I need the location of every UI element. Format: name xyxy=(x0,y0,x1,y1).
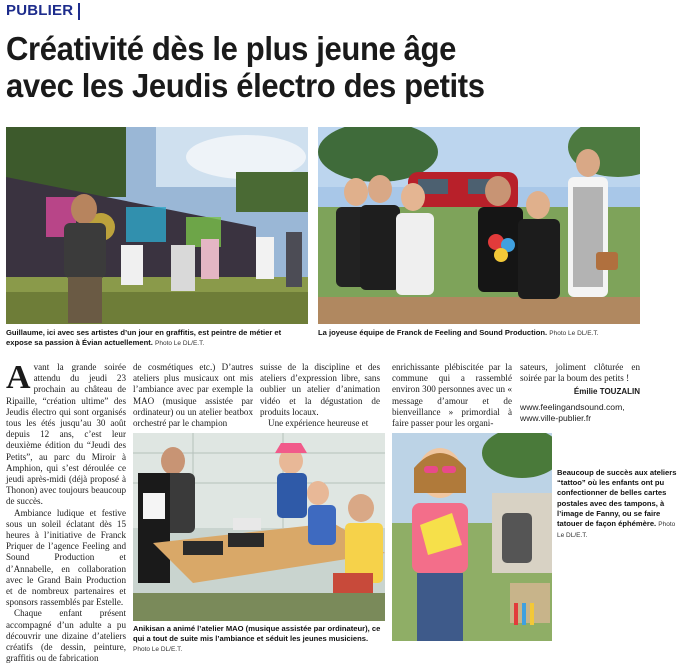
caption-graffiti-text: Guillaume, ici avec ses artistes d’un jour en graffitis, est peintre de métier et expose sa passion à Évian actuellement. xyxy=(6,328,282,347)
link-feelingandsound[interactable]: www.feelingandsound.com, xyxy=(520,401,625,412)
article-column-3 xyxy=(260,362,380,429)
article-paragraph-3: Chaque enfant présent accompagné d’un adulte a pu découvrir une dizaine d’ateliers créatifs (de dessin, peinture, graffitis ou de fabrication xyxy=(6,608,126,664)
photo-girl xyxy=(392,433,552,641)
article-paragraph-8: sateurs, joliment clôturée en soirée par la boum des petits ! xyxy=(520,362,640,384)
article-paragraph-4: de cosmétiques etc.) D’autres ateliers plus musicaux ont mis l’ambiance avec par exemple la MAO (musique assistée par ordinateur) ou un atelier beatbox orchestré par le champion xyxy=(133,362,253,429)
article-column-2 xyxy=(133,362,253,429)
headline-line-1: Créativité dès le plus jeune âge xyxy=(6,30,457,67)
article-column-5 xyxy=(520,362,640,424)
headline-line-2: avec les Jeudis électro des petits xyxy=(6,67,485,104)
headline xyxy=(6,30,645,104)
photo-graffiti xyxy=(6,127,308,324)
caption-team xyxy=(318,328,640,339)
section-label: PUBLIER xyxy=(6,2,74,19)
caption-mao xyxy=(133,624,385,655)
link-ville-publier[interactable]: www.ville-publier.fr xyxy=(520,412,592,423)
article-column-4 xyxy=(392,362,512,429)
article-paragraph-1: vant la grande soirée attendu du jeudi 23 prochain au château de Ripaille, “création ultime” des Jeudis électro qui sont organisés tous les étés jusqu’au 30 août depuis 12 ans, c’est leur deuxième édition du “Jeudi des Petits”, au parc du Miroir à Amphion, qui s’est déroulée ce jeudi après-midi (déjà proposé à Thonon) avec toujours beaucoup de succès. xyxy=(6,362,126,507)
caption-girl-text: Beaucoup de succès aux ateliers “tattoo” où les enfants ont pu confectionner de belles cartes postales avec des tampons, à l’image de Fanny, ou se faire tatouer de façon éphémère. xyxy=(557,468,677,529)
photo-team xyxy=(318,127,640,324)
article-paragraph-6: Une expérience heureuse et xyxy=(268,418,369,429)
section-divider xyxy=(78,3,80,20)
credit-mao: Photo Le DL/E.T. xyxy=(133,646,183,653)
article-paragraph-2: Ambiance ludique et festive sous un soleil éclatant dès 15 heures à l’initiative de Franck Priquer de l’agence Feeling and Sound Production et d’Annabelle, en collaboration avec le Grand Bain Production et de nombreux partenaires et sponsors rassemblés par Estelle. xyxy=(6,507,126,608)
credit-girl: Photo Le DL/E.T. xyxy=(557,521,676,540)
article-paragraph-7: enrichissante plébiscitée par la commune qui a rassemblé environ 300 personnes avec un « message d’amour et de bienveillance » primordial à faire passer pour les organi- xyxy=(392,362,512,429)
photo-mao xyxy=(133,433,385,621)
caption-graffiti xyxy=(6,328,308,349)
credit-team: Photo Le DL/E.T. xyxy=(549,330,599,337)
credit-graffiti: Photo Le DL/E.T. xyxy=(155,340,205,347)
caption-mao-text: Anikisan a animé l’atelier MAO (musique assistée par ordinateur), ce qui a tout de suite mis l’ambiance et séduit les jeunes musiciens. xyxy=(133,624,381,643)
caption-team-text: La joyeuse équipe de Franck de Feeling and Sound Production. xyxy=(318,328,548,337)
caption-girl xyxy=(557,468,677,541)
article-column-1 xyxy=(6,359,126,664)
dropcap: A xyxy=(6,359,31,396)
article-paragraph-5: suisse de la discipline et des ateliers d’expression libre, sans oublier un atelier d’animation vidéo et la dégustation de produits locaux. xyxy=(260,362,380,417)
author-signature: Émilie TOUZALIN xyxy=(573,387,640,397)
